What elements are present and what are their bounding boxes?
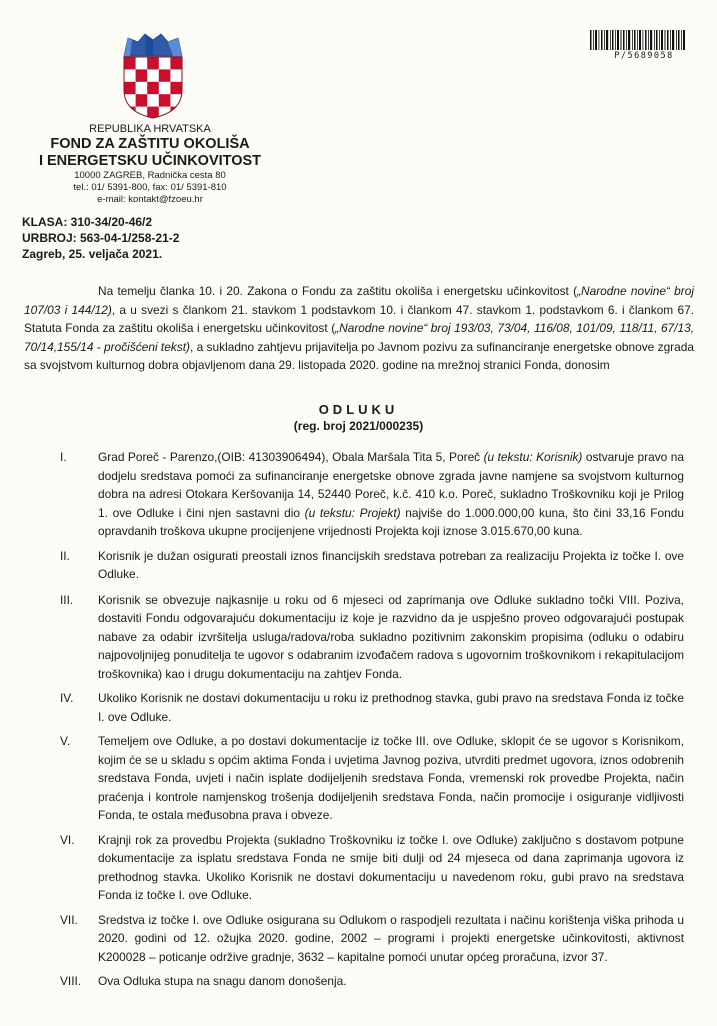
item-text: Korisnik je dužan osigurati preostali iznos financijskih sredstava potreban za realizaciju Projekta iz točke I. ove Odluke.: [98, 548, 684, 581]
intro-text-1: Na temelju članka 10. i 20. Zakona o Fondu za zaštitu okoliša i energetsku učinkovitost (: [98, 284, 578, 298]
item-text: Temeljem ove Odluke, a po dostavi dokumentacije iz točke III. ove Odluke, sklopit će se ugovor s Korisnikom, kojim će se u skladu s općim aktima Fonda i uvjetima Javnog poziva, utvrditi predmet ugovora, iznos odobrenih sredstava Fonda, uvjeti i način isplate dodijeljenih sredstava Fonda, vremenski rok provedbe Projekta, način praćenja i kontrole namjenskog trošenja dodijeljenih sredstava Fonda, način promocije i osiguranje vidljivosti Fonda, te ostala međusobna prava i obveze.: [98, 734, 684, 822]
barcode-number: P/5689058: [598, 50, 690, 62]
decision-title: [0, 402, 717, 434]
item-text-italic: (u tekstu: Korisnik): [483, 450, 583, 464]
item-text: Sredstva iz točke I. ove Odluke osigurana su Odlukom o raspodjeli rezultata i načinu korištenja viška prihoda u 2020. godini od 12. ožujka 2020. godine, 2002 – programi i projekti energetske učinkovitosti, aktivnost K200028 – poticanje održive gradnje, 3632 – kapitalne pomoći unutar općeg proračuna, izvor 37.: [98, 912, 684, 964]
klasa: KLASA: 310-34/20-46/2: [22, 215, 153, 229]
intro-ref-1: „Narodne novine“ broj 107/03 i 144/12): [24, 284, 694, 317]
item-number: I.: [60, 450, 67, 464]
registration-number: (reg. broj 2021/000235): [293, 419, 424, 433]
list-item: [22, 547, 702, 584]
item-text: [98, 448, 684, 541]
item-number: VII.: [60, 912, 78, 927]
decision-heading: ODLUKU: [318, 402, 399, 417]
fund-name-line2: I ENERGETSKU UČINKOVITOST: [38, 153, 262, 169]
list-item: [22, 732, 702, 825]
item-text-part: najviše do 1.000.000,00 kuna, što čini 33,16 Fondu opravdanih troškova ukupne procijenjene vrijednosti Projekta koji iznose 3.015.670,00 kuna.: [98, 505, 684, 538]
list-item: [22, 591, 702, 684]
item-text: Ukoliko Korisnik ne dostavi dokumentaciju u roku iz prethodnog stavka, gubi pravo na sredstava Fonda iz točke I. ove Odluke.: [98, 691, 684, 724]
document-meta: [22, 214, 179, 262]
fund-phone: tel.: 01/ 5391-800, fax: 01/ 5391-810: [73, 182, 227, 193]
list-item: [22, 448, 702, 541]
fund-address: 10000 ZAGREB, Radnička cesta 80: [74, 170, 226, 181]
intro-text-3: , a sukladno zahtjevu prijavitelja po Javnom pozivu za sufinanciranje energetske obnove zgrada sa svojstvom kulturnog dobra objavljenom dana 29. listopada 2020. godine na mrežnoj stranici Fonda, donosim: [24, 339, 694, 372]
decision-items: [22, 448, 702, 991]
item-text: Ova Odluka stupa na snagu danom donošenja.: [98, 974, 347, 988]
item-number: IV.: [60, 691, 74, 705]
document-date: Zagreb, 25. veljača 2021.: [22, 247, 163, 261]
fund-email: e-mail: kontakt@fzoeu.hr: [97, 194, 203, 205]
urbroj: URBROJ: 563-04-1/258-21-2: [22, 231, 180, 245]
list-item: [22, 911, 702, 967]
item-number: VIII.: [60, 974, 82, 988]
croatian-coat-of-arms-icon: [118, 30, 188, 120]
item-number: V.: [60, 734, 71, 748]
item-number: III.: [60, 592, 74, 607]
item-number: VI.: [60, 832, 75, 847]
item-text: Krajnji rok za provedbu Projekta (sukladno Troškovniku iz točke I. ove Odluke) zaključno s dostavom potpune dokumentacije za isplatu sredstava Fonda ne smije biti dulji od 24 mjeseca od dana zaprimanja ugovora iz prethodnog stavka. Ukoliko Korisnik ne dostavi dokumentaciju u navedenom roku, gubi pravo na sredstava Fonda iz točke I. ove Odluke.: [98, 832, 684, 902]
item-text-part: ostvaruje pravo na dodjelu sredstava pomoći za sufinanciranje energetske obnove zgrada javne namjene sa svojstvom kulturnog dobra na adresi Otokara Keršovanija 14, 52440 Poreč, k.č. 410 k.o. Poreč, sukladno Troškovniku koji je Prilog 1. ove Odluke i čini njen sastavni dio: [98, 450, 684, 520]
list-item: [22, 689, 702, 726]
intro-paragraph: [24, 282, 694, 375]
fund-name-line1: FOND ZA ZAŠTITU OKOLIŠA: [50, 136, 250, 152]
issuer-header: [20, 123, 280, 206]
item-text: Korisnik se obvezuje najkasnije u roku od 6 mjeseci od zaprimanja ove Odluke sukladno točki VIII. Poziva, dostaviti Fondu odgovarajuću dokumentaciju iz koje je razvidno da je uspješno proveo odgovarajući postupak nabave za odabir izvršitelja usluga/radova/roba sukladno pozitivnim zakonskim propisima (odluku o odabiru najpovoljnijeg ponuditelja te ugovor s odabranim izvođačem radova s ugovornim troškovnikom i rekapitulacijom troškovnika) kao i drugu dokumentaciju na zahtjev Fonda.: [98, 592, 684, 681]
intro-ref-2: „Narodne novine“ broj 193/03, 73/04, 116/08, 101/09, 118/11, 67/13, 70/14,155/14 - pročišćeni tekst): [24, 321, 694, 354]
intro-text-2: , a u svezi s člankom 21. stavkom 1 podstavkom 10. i člankom 47. stavkom 1. podstavkom 6. i člankom 67. Statuta Fonda za zaštitu okoliša i energetsku učinkovitost (: [24, 302, 694, 335]
list-item: [22, 831, 702, 905]
item-text-italic: (u tekstu: Projekt): [304, 505, 401, 520]
list-item: [22, 972, 702, 991]
item-text-part: Grad Poreč - Parenzo,(OIB: 41303906494), Obala Maršala Tita 5, Poreč: [98, 450, 484, 464]
item-number: II.: [60, 548, 70, 563]
republic-name: REPUBLIKA HRVATSKA: [89, 123, 211, 135]
